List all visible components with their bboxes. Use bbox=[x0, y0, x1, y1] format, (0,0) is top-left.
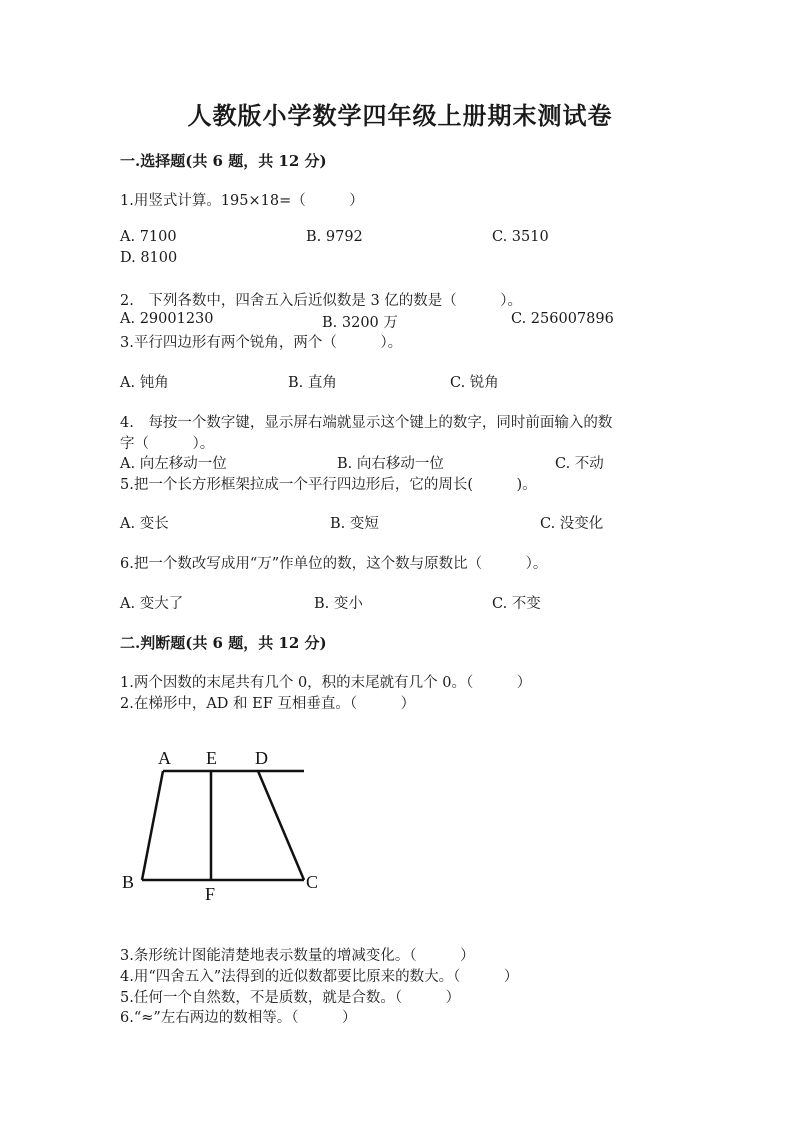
option-6c: C. 不变 bbox=[492, 596, 541, 612]
section-heading-judge: 二.判断题(共 6 题，共 12 分) bbox=[120, 634, 327, 652]
question-choice-5: 5.把一个长方形框架拉成一个平行四边形后，它的周长( )。 bbox=[120, 477, 537, 493]
option-5b: B. 变短 bbox=[330, 516, 379, 532]
option-1a: A. 7100 bbox=[120, 229, 177, 245]
section-heading-choice: 一.选择题(共 6 题，共 12 分) bbox=[120, 152, 327, 170]
option-5a: A. 变长 bbox=[120, 516, 169, 532]
edge-dc bbox=[258, 771, 304, 880]
question-judge-5: 5.任何一个自然数，不是质数，就是合数。（ ） bbox=[120, 990, 461, 1006]
label-a: A bbox=[158, 748, 171, 768]
option-5c: C. 没变化 bbox=[540, 516, 604, 532]
label-e: E bbox=[206, 748, 217, 768]
option-3c: C. 锐角 bbox=[450, 375, 499, 391]
option-1c: C. 3510 bbox=[492, 229, 549, 245]
edge-ab bbox=[142, 771, 163, 880]
question-choice-4-cont: 字（ ）。 bbox=[120, 436, 215, 452]
trapezoid-figure bbox=[115, 742, 335, 902]
option-3a: A. 钝角 bbox=[120, 375, 169, 391]
option-4c: C. 不动 bbox=[555, 456, 604, 472]
question-judge-6: 6.“≈”左右两边的数相等。（ ） bbox=[120, 1010, 357, 1026]
option-3b: B. 直角 bbox=[288, 375, 337, 391]
question-choice-1: 1.用竖式计算。195×18=（ ） bbox=[120, 193, 364, 209]
question-choice-4: 4. 每按一个数字键，显示屏右端就显示这个键上的数字，同时前面输入的数 bbox=[120, 415, 613, 431]
question-judge-2: 2.在梯形中，AD 和 EF 互相垂直。（ ） bbox=[120, 696, 416, 712]
question-choice-6: 6.把一个数改写成用“万”作单位的数，这个数与原数比（ ）。 bbox=[120, 556, 548, 572]
label-b: B bbox=[122, 872, 135, 892]
option-1d: D. 8100 bbox=[120, 250, 178, 266]
option-6a: A. 变大了 bbox=[120, 596, 184, 612]
option-2b: B. 3200 万 bbox=[322, 315, 398, 331]
option-6b: B. 变小 bbox=[314, 596, 363, 612]
page-title: 人教版小学数学四年级上册期末测试卷 bbox=[187, 101, 613, 130]
label-d: D bbox=[255, 748, 268, 768]
question-choice-3: 3.平行四边形有两个锐角，两个（ ）。 bbox=[120, 335, 403, 351]
option-2c: C. 256007896 bbox=[511, 311, 614, 327]
option-4a: A. 向左移动一位 bbox=[120, 456, 227, 472]
question-judge-3: 3.条形统计图能清楚地表示数量的增减变化。（ ） bbox=[120, 948, 475, 964]
question-choice-2: 2. 下列各数中，四舍五入后近似数是 3 亿的数是（ ）。 bbox=[120, 293, 523, 309]
option-4b: B. 向右移动一位 bbox=[337, 456, 444, 472]
label-c: C bbox=[306, 872, 319, 892]
option-2a: A. 29001230 bbox=[120, 311, 214, 327]
option-1b: B. 9792 bbox=[306, 229, 363, 245]
label-f: F bbox=[205, 884, 216, 902]
question-judge-4: 4.用“四舍五入”法得到的近似数都要比原来的数大。（ ） bbox=[120, 969, 519, 985]
question-judge-1: 1.两个因数的末尾共有几个 0，积的末尾就有几个 0。（ ） bbox=[120, 675, 532, 691]
